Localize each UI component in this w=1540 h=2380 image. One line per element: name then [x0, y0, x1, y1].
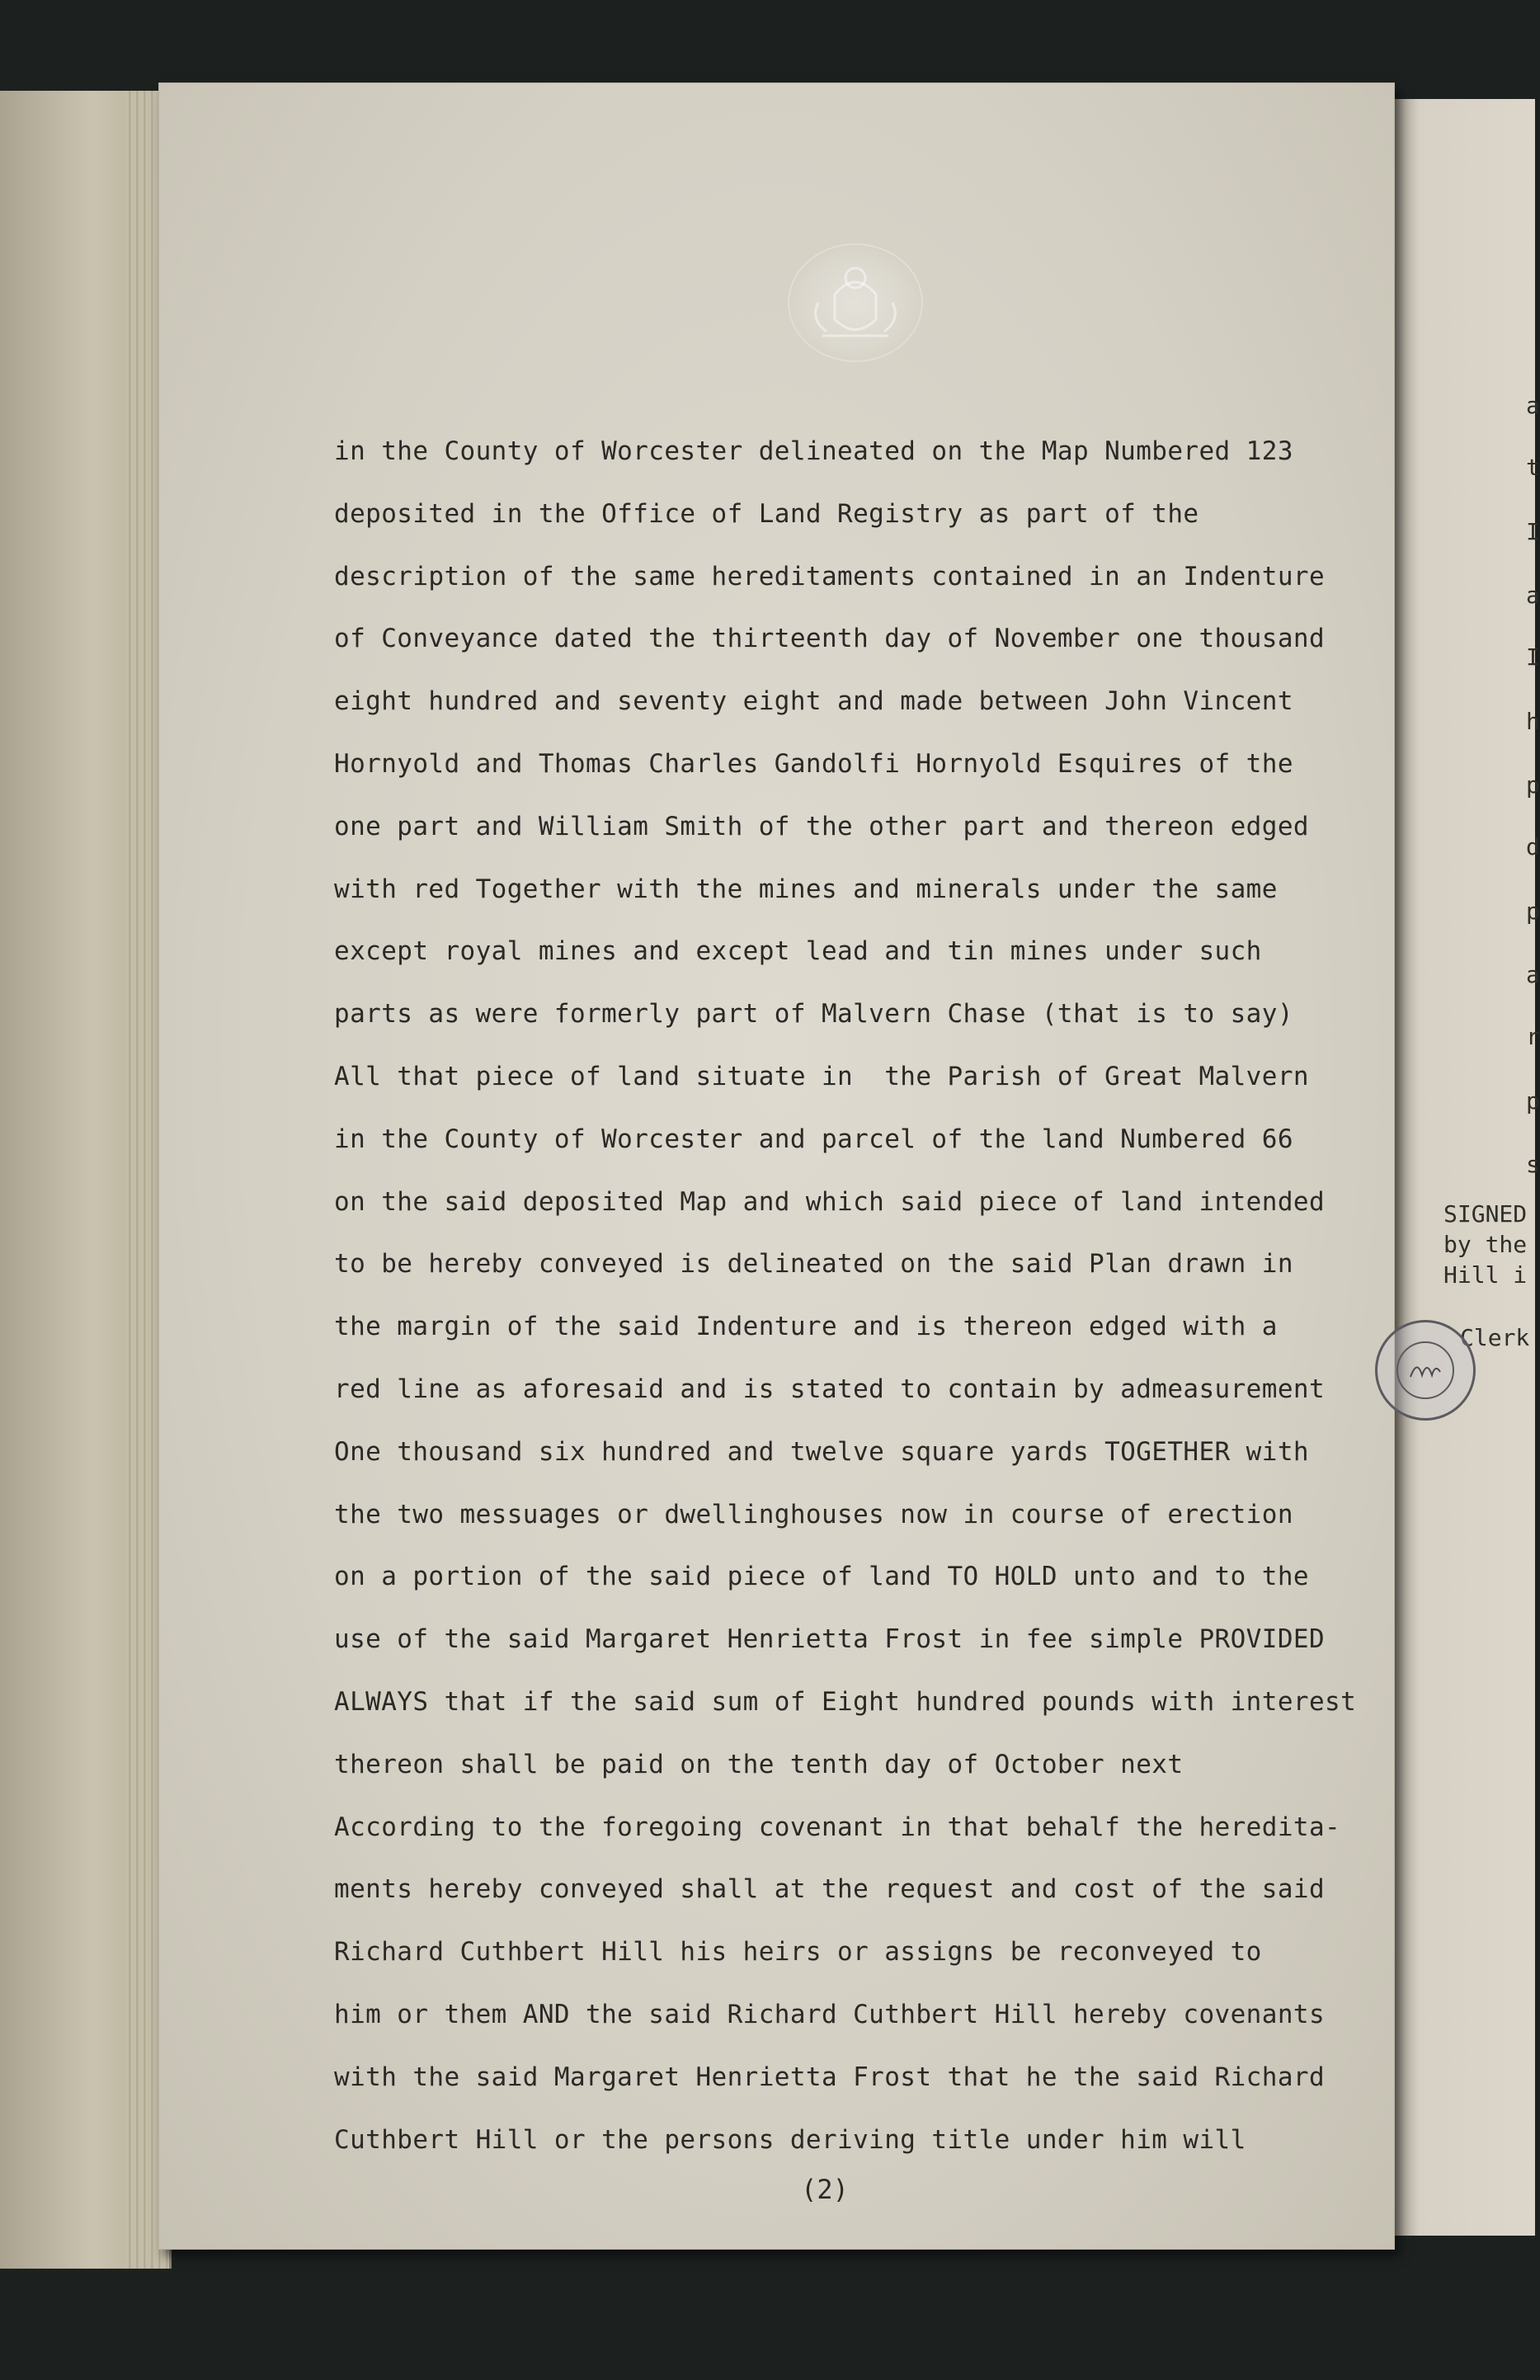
embossed-seal-icon [788, 243, 923, 362]
text-line: thereon shall be paid on the tenth day of October next [334, 1749, 1184, 1779]
page-number: (2) [801, 2174, 849, 2205]
text-line: on a portion of the said piece of land TO HOLD unto and to the [334, 1562, 1309, 1592]
facing-letter: p [1526, 1087, 1540, 1115]
text-line: to be hereby conveyed is delineated on the said Plan drawn in [334, 1249, 1293, 1280]
text-line: Cuthbert Hill or the persons deriving title under him will [334, 2124, 1246, 2155]
text-line: All that piece of land situate in the Parish of Great Malvern [334, 1061, 1309, 1091]
signed-line: SIGNED [1443, 1200, 1528, 1228]
signed-line: Hill i [1443, 1261, 1528, 1289]
text-line: One thousand six hundred and twelve square yards TOGETHER with [334, 1436, 1309, 1467]
facing-page [1394, 99, 1540, 2236]
land-registry-stamp-icon [1375, 1320, 1476, 1421]
facing-letter: d [1526, 833, 1540, 860]
facing-letter: h [1526, 708, 1540, 735]
facing-letter: a [1526, 392, 1540, 419]
facing-letter: I [1526, 518, 1540, 545]
text-line: with the said Margaret Henrietta Frost that he the said Richard [334, 2062, 1326, 2092]
text-line: one part and William Smith of the other part and thereon edged [334, 811, 1309, 841]
facing-letter: r [1526, 1023, 1540, 1050]
text-line: the two messuages or dwellinghouses now in course of erection [334, 1499, 1293, 1529]
facing-letter: p [1526, 898, 1540, 925]
signed-line: by the [1443, 1231, 1528, 1258]
text-line: ALWAYS that if the said sum of Eight hundred pounds with interest [334, 1686, 1357, 1717]
facing-letter: a [1526, 582, 1540, 609]
text-line: According to the foregoing covenant in that behalf the heredita- [334, 1812, 1341, 1842]
text-line: parts as were formerly part of Malvern Chase (that is to say) [334, 999, 1293, 1030]
text-line: eight hundred and seventy eight and made between John Vincent [334, 686, 1293, 717]
deed-body [334, 421, 1394, 2171]
text-line: description of the same hereditaments contained in an Indenture [334, 561, 1326, 591]
text-line: in the County of Worcester delineated on the Map Numbered 123 [334, 436, 1293, 466]
text-line: red line as aforesaid and is stated to contain by admeasurement [334, 1374, 1326, 1404]
text-line: of Conveyance dated the thirteenth day of November one thousand [334, 624, 1326, 654]
text-line: ments hereby conveyed shall at the request and cost of the said [334, 1874, 1326, 1905]
facing-letter: a [1526, 961, 1540, 988]
text-line: on the said deposited Map and which said piece of land intended [334, 1186, 1326, 1217]
text-line: except royal mines and except lead and tin mines under such [334, 936, 1262, 967]
text-line: the margin of the said Indenture and is thereon edged with a [334, 1312, 1278, 1342]
facing-letter: I [1526, 643, 1540, 671]
facing-letter: t [1526, 454, 1540, 481]
text-line: him or them AND the said Richard Cuthbert Hill hereby covenants [334, 1999, 1326, 2029]
clerk-label: Clerk [1460, 1324, 1530, 1351]
text-line: Hornyold and Thomas Charles Gandolfi Hornyold Esquires of the [334, 748, 1293, 779]
text-line: with red Together with the mines and minerals under the same [334, 874, 1278, 904]
text-line: Richard Cuthbert Hill his heirs or assigns be reconveyed to [334, 1937, 1262, 1968]
text-line: deposited in the Office of Land Registry as part of the [334, 498, 1199, 529]
left-page-edge [0, 91, 172, 2269]
facing-letter: p [1526, 771, 1540, 799]
text-line: use of the said Margaret Henrietta Frost in fee simple PROVIDED [334, 1624, 1326, 1655]
text-line: in the County of Worcester and parcel of the land Numbered 66 [334, 1124, 1293, 1154]
facing-letter: s [1526, 1151, 1540, 1178]
